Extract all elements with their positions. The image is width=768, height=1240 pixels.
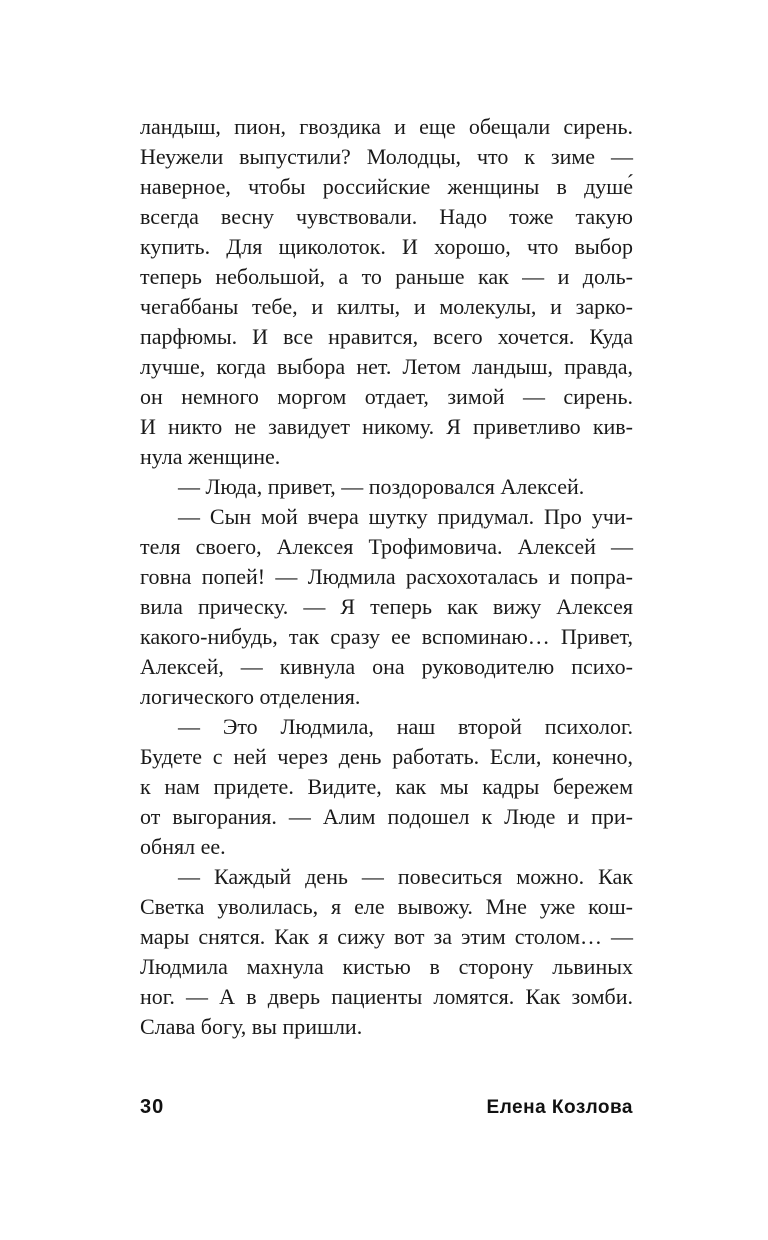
text-line: чегаббаны тебе, и килты, и молекулы, и зарко- xyxy=(140,294,633,319)
text-line: обнял ее. xyxy=(140,834,226,859)
text-line: — Каждый день — повеситься можно. Как xyxy=(178,864,633,889)
text-line: ног. — А в дверь пациенты ломятся. Как зомби. xyxy=(140,984,633,1009)
text-line: Слава богу, вы пришли. xyxy=(140,1014,363,1039)
text-line: парфюмы. И все нравится, всего хочется. Куда xyxy=(140,324,633,349)
text-line: нула женщине. xyxy=(140,444,281,469)
text-line: И никто не завидует никому. Я приветливо кив- xyxy=(140,414,633,439)
text-line: лучше, когда выбора нет. Летом ландыш, правда, xyxy=(140,354,633,379)
text-line: Алексей, — кивнула она руководителю психо- xyxy=(140,654,633,679)
page-text xyxy=(140,112,633,1042)
text-line: логического отделения. xyxy=(140,684,361,709)
text-line: Неужели выпустили? Молодцы, что к зиме — xyxy=(140,144,633,169)
text-line: — Сын мой вчера шутку придумал. Про учи- xyxy=(178,504,633,529)
page-number: 30 xyxy=(140,1096,165,1118)
text-line: купить. Для щиколоток. И хорошо, что выбор xyxy=(140,234,633,259)
text-line: теля своего, Алексея Трофимовича. Алексей — xyxy=(140,534,633,559)
text-line: вила прическу. — Я теперь как вижу Алексея xyxy=(140,594,633,619)
text-line: теперь небольшой, а то раньше как — и доль- xyxy=(140,264,633,289)
page-footer xyxy=(140,1096,633,1119)
text-line: какого-нибудь, так сразу ее вспоминаю… Привет, xyxy=(140,624,633,649)
text-line: Людмила махнула кистью в сторону львиных xyxy=(140,954,633,979)
text-line: говна попей! — Людмила расхохоталась и попра- xyxy=(140,564,633,589)
text-line: — Это Людмила, наш второй психолог. xyxy=(178,714,633,739)
text-line: он немного моргом отдает, зимой — сирень. xyxy=(140,384,633,409)
text-line: от выгорания. — Алим подошел к Люде и при- xyxy=(140,804,633,829)
text-line: мары снятся. Как я сижу вот за этим столом… — xyxy=(140,924,633,949)
text-line: Светка уволилась, я еле вывожу. Мне уже кош- xyxy=(140,894,633,919)
text-line: всегда весну чувствовали. Надо тоже такую xyxy=(140,204,633,229)
running-header-author: Елена Козлова xyxy=(486,1097,633,1118)
text-line: к нам придете. Видите, как мы кадры бережем xyxy=(140,774,633,799)
text-line: наверное, чтобы российские женщины в душе́ xyxy=(140,174,633,199)
text-line: ландыш, пион, гвоздика и еще обещали сирень. xyxy=(140,114,633,139)
text-line: Будете с ней через день работать. Если, конечно, xyxy=(140,744,633,769)
text-line: — Люда, привет, — поздоровался Алексей. xyxy=(178,474,585,499)
